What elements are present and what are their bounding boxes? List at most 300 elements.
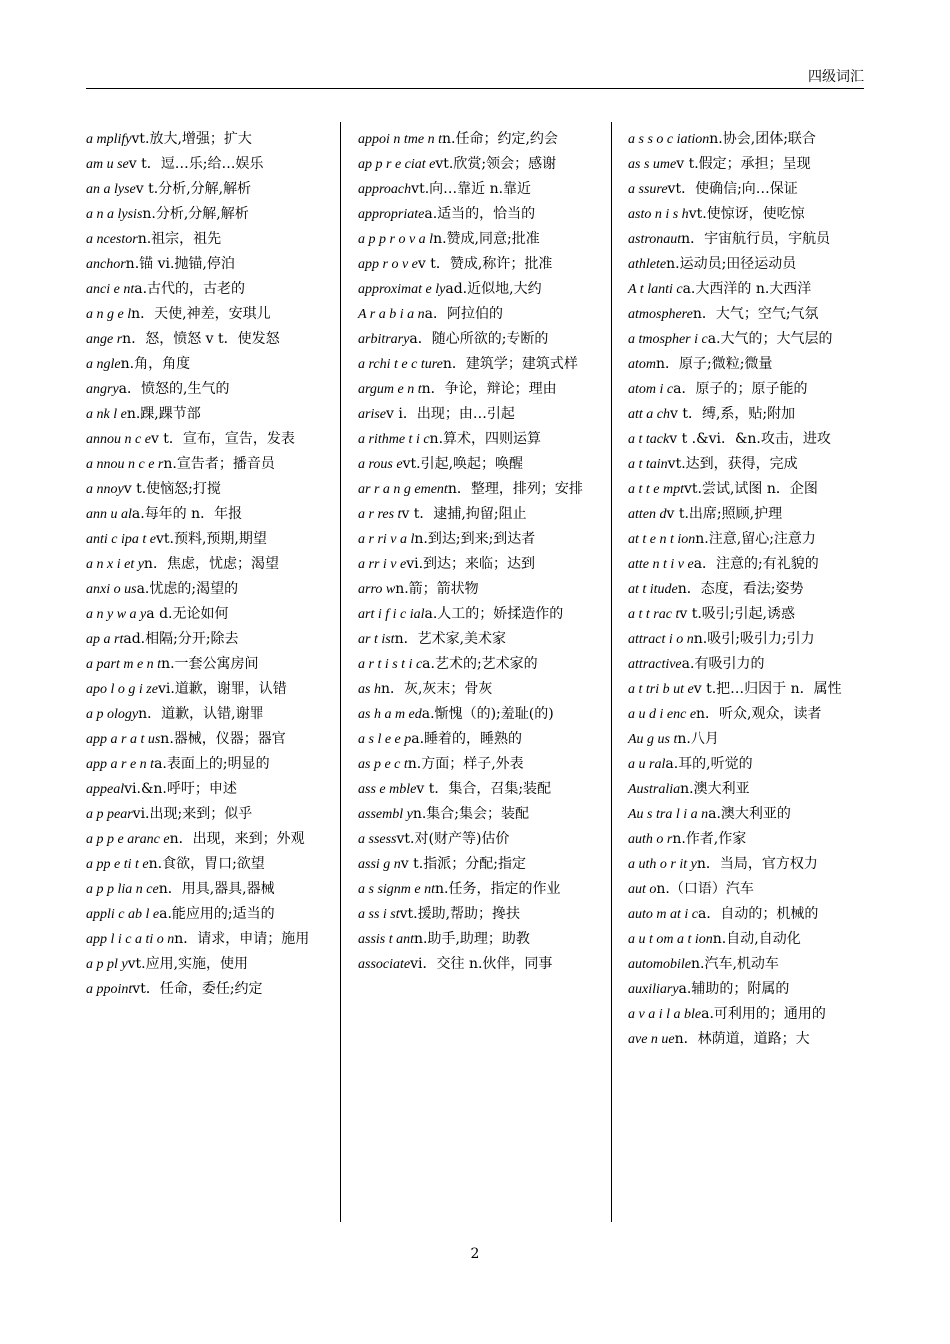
vocab-word: approximat e ly bbox=[358, 282, 446, 297]
vocab-word: appli c ab l e bbox=[86, 907, 160, 922]
vocab-definition: a.人工的；娇揉造作的 bbox=[424, 606, 564, 622]
vocab-word: attractive bbox=[628, 657, 682, 672]
vocab-definition: n.到达;到来;到达者 bbox=[414, 531, 536, 547]
vocab-word: anchor bbox=[86, 257, 126, 272]
vocab-word: a p p lia n ce bbox=[86, 882, 159, 897]
vocab-word: ange r bbox=[86, 332, 123, 347]
vocab-definition: n.吸引;吸引力;引力 bbox=[693, 631, 815, 647]
vocab-entry bbox=[86, 702, 324, 727]
vocab-word: atmosphere bbox=[628, 307, 693, 322]
vocab-entry bbox=[358, 177, 596, 202]
vocab-word: anti c ipa t e bbox=[86, 532, 156, 547]
vocab-entry bbox=[86, 952, 324, 977]
vocab-word: a part m e n t bbox=[86, 657, 162, 672]
vocab-word: apo l o g i ze bbox=[86, 682, 158, 697]
vocab-word: assembl y bbox=[358, 807, 413, 822]
vocab-definition: n．当局，官方权力 bbox=[696, 856, 818, 872]
vocab-word: a ssure bbox=[628, 182, 668, 197]
vocab-definition: a.古代的，古老的 bbox=[134, 281, 246, 297]
vocab-definition: ad.相隔;分开;除去 bbox=[123, 631, 239, 647]
vocab-definition: n．态度，看法;姿势 bbox=[677, 581, 804, 597]
vocab-entry bbox=[358, 702, 596, 727]
vocab-definition: n．整理，排列；安排 bbox=[447, 481, 583, 497]
vocab-definition: n．建筑学；建筑式样 bbox=[442, 356, 578, 372]
vocab-word: art i f i c ial bbox=[358, 607, 425, 622]
vocab-definition: a．注意的;有礼貌的 bbox=[693, 556, 819, 572]
vocab-word: angry bbox=[86, 382, 119, 397]
vocab-word: a tmospher i c bbox=[628, 332, 708, 347]
vocab-entry bbox=[358, 777, 596, 802]
vocab-entry bbox=[358, 602, 596, 627]
vocab-entry bbox=[628, 677, 866, 702]
vocab-entry bbox=[628, 427, 866, 452]
vocab-word: am u se bbox=[86, 157, 129, 172]
vocab-word: atte n t i v e bbox=[628, 557, 694, 572]
vocab-definition: n．道歉，认错,谢罪 bbox=[138, 706, 264, 722]
vocab-definition: n.食欲，胃口;欲望 bbox=[148, 856, 265, 872]
vocab-entry bbox=[86, 727, 324, 752]
vocab-word: as h a m ed bbox=[358, 707, 422, 722]
vocab-word: a t t e mpt bbox=[628, 482, 684, 497]
vocab-definition: n.自动,自动化 bbox=[712, 931, 801, 947]
vocab-word: a u ral bbox=[628, 757, 666, 772]
vocab-word: aut o bbox=[628, 882, 657, 897]
vocab-entry bbox=[358, 552, 596, 577]
vocab-definition: ad.近似地,大约 bbox=[445, 281, 542, 297]
vocab-definition: a.大西洋的 n.大西洋 bbox=[682, 281, 812, 297]
vocab-entry bbox=[628, 602, 866, 627]
vocab-entry bbox=[86, 552, 324, 577]
vocab-entry bbox=[358, 877, 596, 902]
vocab-definition: n.祖宗，祖先 bbox=[137, 231, 222, 247]
vocab-entry bbox=[358, 377, 596, 402]
vocab-definition: n.箭；箭状物 bbox=[395, 581, 479, 597]
vocab-definition: a.耳的,听觉的 bbox=[665, 756, 753, 772]
vocab-entry bbox=[86, 202, 324, 227]
vocab-word: app l i c a ti o n bbox=[86, 932, 175, 947]
vocab-definition: n.集合;集会；装配 bbox=[412, 806, 530, 822]
vocab-definition: v t.使恼怒;打搅 bbox=[123, 481, 221, 497]
vocab-definition: n.赞成,同意;批准 bbox=[433, 231, 540, 247]
vocab-word: a u d i enc e bbox=[628, 707, 697, 722]
vocab-word: a p p r o v a l bbox=[358, 232, 434, 247]
vocab-word: Au s tra l i a n bbox=[628, 807, 709, 822]
vocab-entry bbox=[628, 977, 866, 1002]
vocab-entry bbox=[358, 402, 596, 427]
vocab-entry bbox=[86, 927, 324, 952]
vocab-entry bbox=[358, 927, 596, 952]
vocab-definition: a．随心所欲的;专断的 bbox=[409, 331, 549, 347]
vocab-word: an a lyse bbox=[86, 182, 136, 197]
vocab-definition: a.睡着的，睡熟的 bbox=[411, 731, 523, 747]
vocab-word: a t t rac t bbox=[628, 607, 680, 622]
vocab-entry bbox=[358, 452, 596, 477]
vocab-entry bbox=[628, 177, 866, 202]
vocab-entry bbox=[628, 852, 866, 877]
vocab-entry bbox=[86, 452, 324, 477]
vocab-entry bbox=[86, 577, 324, 602]
vocab-word: as h bbox=[358, 682, 381, 697]
vocab-word: arise bbox=[358, 407, 386, 422]
vocab-definition: v t．集合，召集;装配 bbox=[416, 781, 552, 797]
vocab-word: a t tack bbox=[628, 432, 670, 447]
vocab-entry bbox=[628, 827, 866, 852]
vocab-entry bbox=[358, 752, 596, 777]
vocab-definition: a．阿拉伯的 bbox=[424, 306, 503, 322]
vocab-word: asto n i s h bbox=[628, 207, 689, 222]
vocab-entry bbox=[628, 577, 866, 602]
vocab-entry bbox=[86, 652, 324, 677]
vocab-word: a p pl y bbox=[86, 957, 128, 972]
vocab-entry bbox=[86, 677, 324, 702]
vocab-word: at t itude bbox=[628, 582, 678, 597]
vocab-entry bbox=[628, 1002, 866, 1027]
vocab-entry bbox=[628, 1027, 866, 1052]
vocab-entry bbox=[358, 302, 596, 327]
vocab-word: a n g e l bbox=[86, 307, 132, 322]
vocab-definition: v t.把…归因于 n．属性 bbox=[693, 681, 842, 697]
vocab-definition: a.可利用的；通用的 bbox=[701, 1006, 826, 1022]
vocab-entry bbox=[358, 677, 596, 702]
column-divider-2 bbox=[611, 122, 612, 1222]
vocab-definition: a.大气的；大气层的 bbox=[707, 331, 833, 347]
vocab-entry bbox=[628, 202, 866, 227]
vocab-entry bbox=[358, 477, 596, 502]
vocab-word: a s l e e p bbox=[358, 732, 412, 747]
vocab-word: a mplify bbox=[86, 132, 132, 147]
vocab-definition: a．自动的；机械的 bbox=[698, 906, 819, 922]
vocab-definition: vi.出现;来到；似乎 bbox=[132, 806, 253, 822]
vocab-entry bbox=[86, 227, 324, 252]
vocab-word: assi g n bbox=[358, 857, 401, 872]
vocab-word: a r res t bbox=[358, 507, 402, 522]
vocab-entry bbox=[628, 327, 866, 352]
vocab-definition: vt.使惊讶，使吃惊 bbox=[688, 206, 805, 222]
vocab-definition: a.适当的，恰当的 bbox=[424, 206, 536, 222]
vocab-word: athlete bbox=[628, 257, 667, 272]
vocab-word: app r o v e bbox=[358, 257, 418, 272]
vocab-definition: n.器械，仪器；器官 bbox=[160, 731, 286, 747]
vocab-word: a v a i l a ble bbox=[628, 1007, 702, 1022]
vocab-entry bbox=[358, 202, 596, 227]
vocab-word: automobile bbox=[628, 957, 691, 972]
vocab-word: app a r e n t bbox=[86, 757, 155, 772]
vocab-definition: n.分析,分解,解析 bbox=[142, 206, 249, 222]
vocab-definition: n.八月 bbox=[677, 731, 719, 747]
vocab-entry bbox=[628, 627, 866, 652]
vocab-entry bbox=[628, 302, 866, 327]
vocab-word: astronaut bbox=[628, 232, 682, 247]
vocab-word: auxiliary bbox=[628, 982, 679, 997]
page-number: 2 bbox=[470, 1246, 480, 1262]
vocab-word: as p e c t bbox=[358, 757, 408, 772]
vocab-entry bbox=[358, 802, 596, 827]
vocab-entry bbox=[86, 627, 324, 652]
vocab-definition: a.表面上的;明显的 bbox=[154, 756, 270, 772]
vocab-entry bbox=[86, 977, 324, 1002]
vocab-definition: vi.&n.呼吁；申述 bbox=[124, 781, 237, 797]
vocab-definition: n．怒，愤怒 v t．使发怒 bbox=[122, 331, 280, 347]
vocab-word: annou n c e bbox=[86, 432, 151, 447]
vocab-entry bbox=[358, 227, 596, 252]
vocab-word: a nnou n c e r bbox=[86, 457, 164, 472]
vocab-word: a t tain bbox=[628, 457, 668, 472]
vocab-definition: vt.欣赏;领会；感谢 bbox=[435, 156, 557, 172]
vocab-entry bbox=[358, 427, 596, 452]
vocab-definition: v t.吸引;引起,诱惑 bbox=[679, 606, 795, 622]
vocab-word: a s s o c iation bbox=[628, 132, 710, 147]
vocab-word: a rous e bbox=[358, 457, 403, 472]
vocab-word: assis t ant bbox=[358, 932, 415, 947]
vocab-definition: n．听众,观众，读者 bbox=[696, 706, 822, 722]
vocab-definition: a.惭愧（的);羞耻(的) bbox=[421, 706, 554, 722]
vocab-definition: n.角，角度 bbox=[120, 356, 191, 372]
vocab-definition: v t.分析,分解,解析 bbox=[135, 181, 252, 197]
vocab-definition: v t．逮捕,拘留;阻止 bbox=[401, 506, 527, 522]
vocab-definition: n.锚 vi.抛锚,停泊 bbox=[125, 256, 235, 272]
vocab-word: Australia bbox=[628, 782, 681, 797]
vocab-word: a ngle bbox=[86, 357, 121, 372]
vocab-entry bbox=[628, 802, 866, 827]
page-header-title: 四级词汇 bbox=[808, 69, 864, 85]
vocab-definition: a.每年的 n．年报 bbox=[131, 506, 243, 522]
vocab-word: atten d bbox=[628, 507, 667, 522]
vocab-entry bbox=[86, 177, 324, 202]
vocab-word: arro w bbox=[358, 582, 396, 597]
vocab-definition: n．出现，来到；外观 bbox=[169, 831, 305, 847]
vocab-definition: vt.向…靠近 n.靠近 bbox=[411, 181, 532, 197]
vocab-entry bbox=[628, 152, 866, 177]
vocab-definition: a.忧虑的;渴望的 bbox=[136, 581, 239, 597]
vocab-word: atom i c bbox=[628, 382, 674, 397]
vocab-definition: vt.预料,预期,期望 bbox=[156, 531, 267, 547]
vocab-column-3 bbox=[628, 127, 866, 1052]
vocab-word: a p p e aranc e bbox=[86, 832, 170, 847]
vocab-word: ave n ue bbox=[628, 1032, 675, 1047]
vocab-entry bbox=[358, 352, 596, 377]
vocab-entry bbox=[86, 527, 324, 552]
vocab-definition: v i．出现；由…引起 bbox=[386, 406, 515, 422]
vocab-word: arbitrary bbox=[358, 332, 410, 347]
vocab-definition: vt．使确信;向…保证 bbox=[667, 181, 798, 197]
vocab-definition: a．原子的；原子能的 bbox=[673, 381, 808, 397]
vocab-definition: a.能应用的;适当的 bbox=[159, 906, 275, 922]
vocab-word: appeal bbox=[86, 782, 125, 797]
vocab-definition: n．大气；空气;气氛 bbox=[692, 306, 819, 322]
vocab-word: app a r a t us bbox=[86, 732, 161, 747]
vocab-word: a p ology bbox=[86, 707, 139, 722]
vocab-definition: n．灰,灰末；骨灰 bbox=[380, 681, 493, 697]
vocab-entry bbox=[628, 952, 866, 977]
vocab-entry bbox=[86, 902, 324, 927]
vocab-word: a ppoint bbox=[86, 982, 133, 997]
vocab-definition: vt．任命，委任;约定 bbox=[132, 981, 263, 997]
vocab-word: a ncestor bbox=[86, 232, 138, 247]
vocab-definition: a.有吸引力的 bbox=[681, 656, 765, 672]
vocab-word: ap p r e ciat e bbox=[358, 157, 436, 172]
vocab-entry bbox=[628, 552, 866, 577]
vocab-word: ass e mble bbox=[358, 782, 417, 797]
vocab-entry bbox=[628, 227, 866, 252]
vocab-definition: n．原子;微粒;微量 bbox=[656, 356, 773, 372]
vocab-word: anxi o us bbox=[86, 582, 137, 597]
vocab-definition: vi.道歉，谢罪，认错 bbox=[157, 681, 287, 697]
vocab-entry bbox=[358, 952, 596, 977]
vocab-word: a r t i s t i c bbox=[358, 657, 423, 672]
vocab-word: argum e n t bbox=[358, 382, 422, 397]
vocab-word: ar r a n g ement bbox=[358, 482, 448, 497]
vocab-word: ar t ist bbox=[358, 632, 395, 647]
vocab-definition: n.任命；约定,约会 bbox=[442, 131, 558, 147]
vocab-word: anci e nt bbox=[86, 282, 135, 297]
vocab-entry bbox=[86, 377, 324, 402]
vocab-word: ann u al bbox=[86, 507, 132, 522]
vocab-word: appropriate bbox=[358, 207, 425, 222]
vocab-word: Au g us t bbox=[628, 732, 678, 747]
vocab-entry bbox=[628, 727, 866, 752]
vocab-definition: v t．逗…乐;给…娱乐 bbox=[128, 156, 264, 172]
vocab-word: auth o r bbox=[628, 832, 673, 847]
vocab-entry bbox=[358, 127, 596, 152]
vocab-entry bbox=[358, 827, 596, 852]
vocab-entry bbox=[86, 877, 324, 902]
column-divider-1 bbox=[340, 122, 341, 1222]
vocab-entry bbox=[628, 277, 866, 302]
vocab-entry bbox=[628, 127, 866, 152]
vocab-word: at t e n t ion bbox=[628, 532, 696, 547]
vocab-definition: n．林荫道，道路；大 bbox=[674, 1031, 810, 1047]
vocab-word: a rchi t e c ture bbox=[358, 357, 443, 372]
vocab-entry bbox=[628, 502, 866, 527]
vocab-entry bbox=[628, 777, 866, 802]
vocab-definition: vi.到达；来临；达到 bbox=[406, 556, 536, 572]
vocab-word: att a ch bbox=[628, 407, 670, 422]
vocab-definition: n.一套公寓房间 bbox=[161, 656, 259, 672]
vocab-definition: n.任务，指定的作业 bbox=[435, 881, 561, 897]
vocab-word: a s signm e nt bbox=[358, 882, 435, 897]
vocab-definition: v t．赞成,称许；批准 bbox=[417, 256, 553, 272]
vocab-definition: v t.假定；承担；呈现 bbox=[676, 156, 811, 172]
vocab-word: approach bbox=[358, 182, 412, 197]
vocab-definition: n.踝,踝节部 bbox=[126, 406, 201, 422]
vocab-entry bbox=[628, 902, 866, 927]
vocab-entry bbox=[86, 127, 324, 152]
vocab-definition: n.汽车,机动车 bbox=[691, 956, 779, 972]
vocab-definition: n.助手,助理；助教 bbox=[414, 931, 530, 947]
vocab-entry bbox=[358, 652, 596, 677]
vocab-entry bbox=[86, 352, 324, 377]
vocab-definition: a.辅助的；附属的 bbox=[678, 981, 790, 997]
vocab-entry bbox=[86, 252, 324, 277]
vocab-definition: n．焦虑，忧虑；渴望 bbox=[143, 556, 279, 572]
vocab-definition: v t．缚,系，贴;附加 bbox=[670, 406, 796, 422]
vocab-word: A t lanti c bbox=[628, 282, 683, 297]
vocab-entry bbox=[358, 502, 596, 527]
vocab-entry bbox=[358, 152, 596, 177]
vocab-entry bbox=[86, 852, 324, 877]
vocab-entry bbox=[86, 302, 324, 327]
vocab-definition: n.（口语）汽车 bbox=[656, 881, 754, 897]
vocab-entry bbox=[86, 777, 324, 802]
vocab-word: attract i o n bbox=[628, 632, 694, 647]
vocab-column-2 bbox=[358, 127, 596, 977]
vocab-word: a uth o r it y bbox=[628, 857, 697, 872]
vocab-entry bbox=[86, 602, 324, 627]
vocab-entry bbox=[86, 277, 324, 302]
vocab-entry bbox=[628, 527, 866, 552]
vocab-entry bbox=[86, 152, 324, 177]
vocab-definition: vt.尝试,试图 n．企图 bbox=[684, 481, 818, 497]
vocab-definition: a d.无论如何 bbox=[146, 606, 229, 622]
vocab-definition: a．愤怒的,生气的 bbox=[118, 381, 230, 397]
header-rule bbox=[86, 88, 864, 89]
vocab-word: a t tri b ut e bbox=[628, 682, 694, 697]
vocab-word: a n y w a y bbox=[86, 607, 147, 622]
vocab-entry bbox=[86, 752, 324, 777]
vocab-definition: v t .&vi．&n.攻击，进攻 bbox=[669, 431, 831, 447]
vocab-entry bbox=[628, 477, 866, 502]
vocab-definition: vt.引起,唤起；唤醒 bbox=[402, 456, 524, 472]
vocab-entry bbox=[358, 577, 596, 602]
vocab-entry bbox=[358, 252, 596, 277]
vocab-definition: n．艺术家,美术家 bbox=[394, 631, 507, 647]
vocab-definition: vt.应用,实施，使用 bbox=[127, 956, 249, 972]
vocab-word: a pp e ti t e bbox=[86, 857, 149, 872]
vocab-entry bbox=[628, 452, 866, 477]
vocab-entry bbox=[628, 752, 866, 777]
vocab-word: a ssess bbox=[358, 832, 397, 847]
vocab-definition: v t.出席;照顾,护理 bbox=[666, 506, 783, 522]
vocab-entry bbox=[86, 502, 324, 527]
vocab-definition: n．用具,器具,器械 bbox=[158, 881, 275, 897]
vocab-entry bbox=[86, 827, 324, 852]
vocab-entry bbox=[86, 427, 324, 452]
vocab-definition: vi．交往 n.伙伴，同事 bbox=[410, 956, 553, 972]
vocab-entry bbox=[628, 877, 866, 902]
vocab-entry bbox=[628, 702, 866, 727]
vocab-word: a n a lysis bbox=[86, 207, 143, 222]
vocab-definition: a.艺术的;艺术家的 bbox=[422, 656, 538, 672]
vocab-word: associate bbox=[358, 957, 411, 972]
vocab-definition: n．争论，辩论；理由 bbox=[421, 381, 557, 397]
vocab-definition: a.澳大利亚的 bbox=[708, 806, 791, 822]
vocab-entry bbox=[86, 802, 324, 827]
vocab-entry bbox=[628, 927, 866, 952]
vocab-word: a rithme t i c bbox=[358, 432, 430, 447]
vocab-entry bbox=[358, 902, 596, 927]
vocab-word: ap a rt bbox=[86, 632, 124, 647]
vocab-entry bbox=[86, 402, 324, 427]
vocab-entry bbox=[628, 352, 866, 377]
vocab-definition: n．请求，申请；施用 bbox=[174, 931, 310, 947]
vocab-entry bbox=[86, 327, 324, 352]
vocab-word: auto m at i c bbox=[628, 907, 698, 922]
vocab-word: a rr i v e bbox=[358, 557, 407, 572]
vocab-definition: n.注意,留心;注意力 bbox=[695, 531, 816, 547]
vocab-entry bbox=[358, 527, 596, 552]
vocab-word: a p pear bbox=[86, 807, 133, 822]
vocab-definition: n.宣告者；播音员 bbox=[163, 456, 275, 472]
vocab-entry bbox=[358, 277, 596, 302]
vocab-word: a nk l e bbox=[86, 407, 127, 422]
vocab-entry bbox=[358, 852, 596, 877]
vocab-word: A r a b i a n bbox=[358, 307, 425, 322]
vocab-entry bbox=[358, 727, 596, 752]
vocab-entry bbox=[358, 327, 596, 352]
vocab-entry bbox=[628, 402, 866, 427]
vocab-word: a ss i st bbox=[358, 907, 400, 922]
vocab-definition: n．宇宙航行员，宇航员 bbox=[681, 231, 831, 247]
